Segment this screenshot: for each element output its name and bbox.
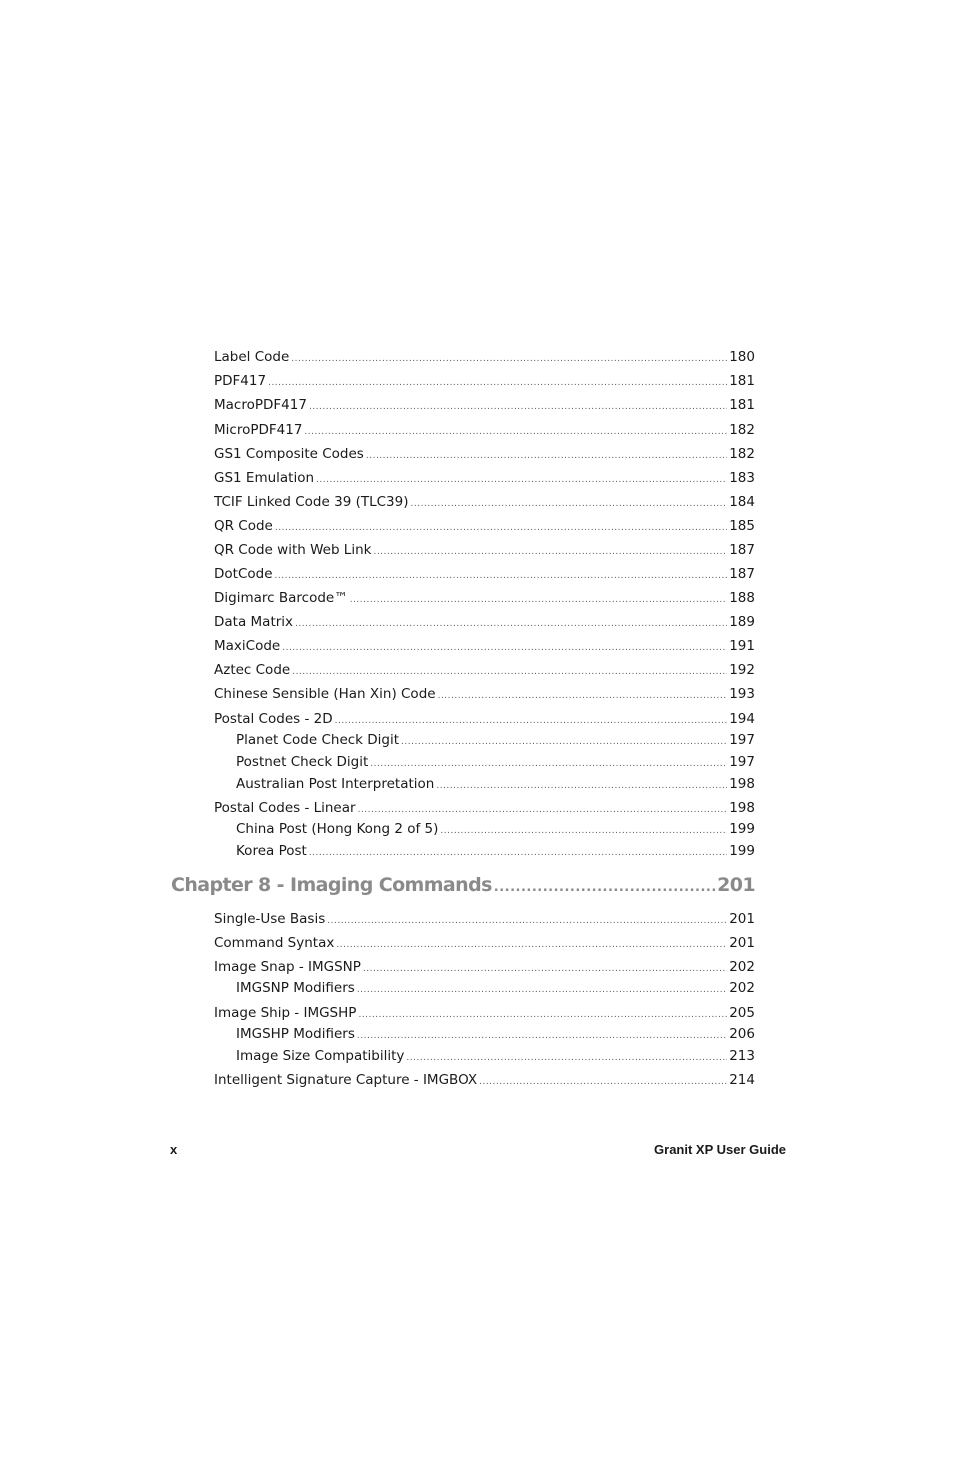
dot-leader	[436, 777, 727, 795]
toc-subentry[interactable]	[236, 731, 755, 751]
dot-leader	[292, 663, 727, 681]
toc-entry-page: 213	[729, 1048, 755, 1064]
toc-entry[interactable]	[214, 421, 755, 441]
dot-leader	[357, 981, 727, 999]
toc-entry-page: 199	[729, 821, 755, 837]
toc-entry-title: Aztec Code	[214, 662, 291, 678]
toc-entry-title: MicroPDF417	[214, 422, 303, 438]
toc-subentry[interactable]	[236, 775, 755, 795]
dot-leader	[304, 423, 727, 441]
toc-entry[interactable]	[214, 958, 755, 978]
toc-entry-title: PDF417	[214, 373, 267, 389]
dot-leader	[275, 519, 727, 537]
dot-leader	[494, 876, 715, 900]
dot-leader	[479, 1073, 727, 1091]
toc-entry-page: 197	[729, 732, 755, 748]
toc-entry[interactable]	[214, 348, 755, 368]
toc-entry-page: 182	[729, 422, 755, 438]
toc-entry-title: Image Ship - IMGSHP	[214, 1005, 357, 1021]
toc-entry-title: GS1 Emulation	[214, 470, 315, 486]
toc-entry-page: 201	[729, 911, 755, 927]
toc-entry[interactable]	[214, 637, 755, 657]
toc-subentry[interactable]	[236, 842, 755, 862]
toc-entry-title: Command Syntax	[214, 935, 335, 951]
toc-entry-page: 193	[729, 686, 755, 702]
toc-entry-page: 206	[729, 1026, 755, 1042]
toc-entry-page: 198	[729, 800, 755, 816]
toc-entry-page: 187	[729, 566, 755, 582]
toc-entry[interactable]	[214, 372, 755, 392]
dot-leader	[309, 398, 727, 416]
toc-entry-title: Single-Use Basis	[214, 911, 326, 927]
dot-leader	[350, 591, 728, 609]
toc-entry-title: Image Snap - IMGSNP	[214, 959, 361, 975]
toc-entry-title: GS1 Composite Codes	[214, 446, 364, 462]
toc-entry-page: 185	[729, 518, 755, 534]
toc-entry[interactable]	[214, 517, 755, 537]
toc-subentry[interactable]	[236, 1025, 755, 1045]
dot-leader	[370, 755, 727, 773]
dot-leader	[291, 350, 727, 368]
toc-entry[interactable]	[214, 396, 755, 416]
toc-entry-page: 197	[729, 754, 755, 770]
dot-leader	[438, 687, 728, 705]
toc-entry-page: 180	[729, 349, 755, 365]
toc-entry-page: 201	[729, 935, 755, 951]
toc-entry-page: 205	[729, 1005, 755, 1021]
dot-leader	[358, 1006, 727, 1024]
toc-entry-title: IMGSHP Modifiers	[236, 1026, 355, 1042]
dot-leader	[363, 960, 727, 978]
toc-entry-page: 181	[729, 373, 755, 389]
toc-entry[interactable]	[214, 1004, 755, 1024]
toc-entry-page: 202	[729, 980, 755, 996]
toc-entry-page: 199	[729, 843, 755, 859]
toc-entry[interactable]	[214, 493, 755, 513]
toc-entry-title: Image Size Compatibility	[236, 1048, 405, 1064]
toc-entry[interactable]	[214, 661, 755, 681]
dot-leader	[309, 844, 727, 862]
toc-subentry[interactable]	[236, 753, 755, 773]
dot-leader	[316, 471, 727, 489]
toc-entry[interactable]	[214, 710, 755, 730]
toc-entry-page: 184	[729, 494, 755, 510]
toc-entry-title: QR Code with Web Link	[214, 542, 372, 558]
toc-entry[interactable]	[214, 565, 755, 585]
toc-entry-title: QR Code	[214, 518, 273, 534]
toc-entry-title: Postal Codes - 2D	[214, 711, 333, 727]
toc-entry-page: 183	[729, 470, 755, 486]
toc-entry[interactable]	[214, 1071, 755, 1091]
footer-page-number: x	[170, 1142, 178, 1157]
dot-leader	[358, 801, 728, 819]
toc-entry[interactable]	[214, 469, 755, 489]
toc-entry-title: Label Code	[214, 349, 290, 365]
toc-entry-page: 188	[729, 590, 755, 606]
chapter-title: Chapter 8 - Imaging Commands	[171, 874, 492, 896]
toc-entry-page: 194	[729, 711, 755, 727]
toc-entry-title: Postnet Check Digit	[236, 754, 369, 770]
toc-entry[interactable]	[214, 910, 755, 930]
toc-entry-title: MacroPDF417	[214, 397, 307, 413]
toc-entry-title: MaxiCode	[214, 638, 281, 654]
toc-entry-page: 189	[729, 614, 755, 630]
toc-entry-title: Australian Post Interpretation	[236, 776, 435, 792]
toc-entry-title: Data Matrix	[214, 614, 294, 630]
dot-leader	[366, 447, 727, 465]
dot-leader	[336, 936, 727, 954]
dot-leader	[275, 567, 728, 585]
toc-entry-title: TCIF Linked Code 39 (TLC39)	[214, 494, 409, 510]
dot-leader	[357, 1027, 727, 1045]
dot-leader	[410, 495, 727, 513]
toc-entry-page: 191	[729, 638, 755, 654]
toc-entry-page: 192	[729, 662, 755, 678]
toc-entry-title: Chinese Sensible (Han Xin) Code	[214, 686, 436, 702]
toc-entry-page: 182	[729, 446, 755, 462]
toc-entry-title: Korea Post	[236, 843, 307, 859]
toc-entry[interactable]	[214, 589, 755, 609]
toc-entry[interactable]	[214, 934, 755, 954]
toc-entry-page: 202	[729, 959, 755, 975]
toc-subentry[interactable]	[236, 820, 755, 840]
toc-entry-title: Digimarc Barcode™	[214, 590, 348, 606]
dot-leader	[327, 912, 727, 930]
toc-entry[interactable]	[214, 445, 755, 465]
toc-entry[interactable]	[214, 799, 755, 819]
dot-leader	[295, 615, 727, 633]
dot-leader	[335, 712, 728, 730]
dot-leader	[401, 733, 727, 751]
toc-entry-page: 187	[729, 542, 755, 558]
toc-subentry[interactable]	[236, 1047, 755, 1067]
dot-leader	[440, 822, 727, 840]
chapter-page: 201	[717, 874, 755, 896]
footer-guide-title: Granit XP User Guide	[654, 1142, 786, 1157]
toc-entry-title: DotCode	[214, 566, 273, 582]
toc-entry-title: IMGSNP Modifiers	[236, 980, 355, 996]
toc-subentry[interactable]	[236, 979, 755, 999]
toc-entry[interactable]	[214, 685, 755, 705]
toc-entry-page: 181	[729, 397, 755, 413]
toc-entry-title: Postal Codes - Linear	[214, 800, 356, 816]
dot-leader	[282, 639, 727, 657]
dot-leader	[406, 1049, 727, 1067]
toc-entry-title: China Post (Hong Kong 2 of 5)	[236, 821, 439, 837]
toc-chapter-heading[interactable]	[171, 873, 755, 900]
dot-leader	[373, 543, 727, 561]
toc-entry-title: Intelligent Signature Capture - IMGBOX	[214, 1072, 478, 1088]
toc-entry[interactable]	[214, 541, 755, 561]
toc-entry-page: 198	[729, 776, 755, 792]
toc-entry-title: Planet Code Check Digit	[236, 732, 400, 748]
toc-entry[interactable]	[214, 613, 755, 633]
dot-leader	[268, 374, 727, 392]
toc-entry-page: 214	[729, 1072, 755, 1088]
